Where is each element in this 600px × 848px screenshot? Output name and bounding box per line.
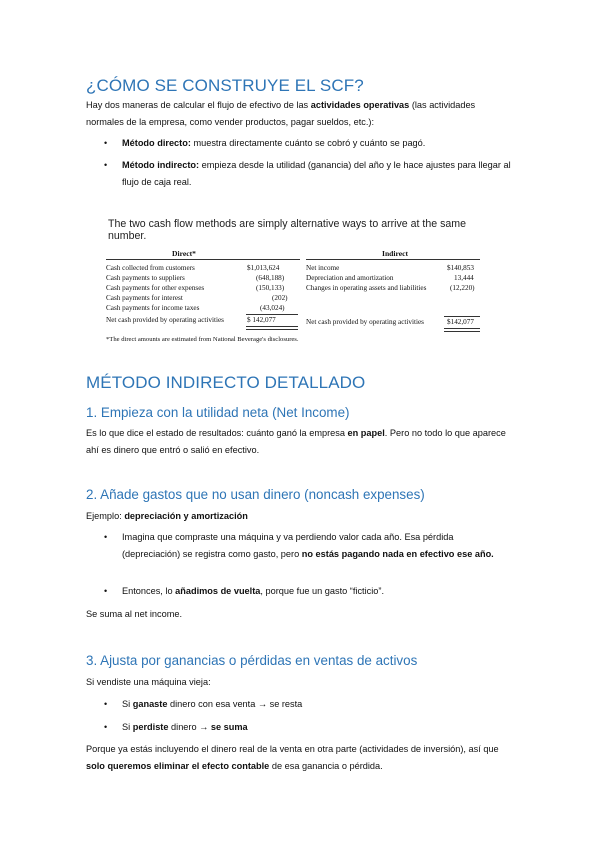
indirect-total-value: $142,077 <box>447 318 474 326</box>
bullet-icon: • <box>104 699 108 709</box>
indirect-row-label: Changes in operating assets and liabilities <box>306 284 427 292</box>
bullet-text: Imagina que compraste una máquina y va perdiendo valor cada año. Esa pérdida (depreciación) se registra como gasto, pero <box>122 532 454 559</box>
step1-paragraph <box>86 425 506 459</box>
bullet-bold: no estás pagando nada en efectivo ese año. <box>301 549 494 559</box>
direct-total-label: Net cash provided by operating activities <box>106 316 224 324</box>
direct-row-label: Cash payments to suppliers <box>106 274 185 282</box>
bullet-bold: se suma <box>210 722 248 732</box>
section-title-metodo-indirecto: MÉTODO INDIRECTO DETALLADO <box>86 373 366 392</box>
indirect-row-label: Net income <box>306 264 340 272</box>
step1-text-post: . Pero no todo lo que aparece ahí es dinero que entró o salió en efectivo. <box>86 428 506 455</box>
bullet-bold: Método indirecto: <box>122 160 200 170</box>
step2-example-pre: Ejemplo: <box>86 511 125 521</box>
direct-total-double-rule <box>246 326 298 330</box>
bullet-icon: • <box>104 160 108 170</box>
step3-intro: Si vendiste una máquina vieja: <box>86 677 211 687</box>
step3-bullet-perdiste <box>104 719 514 736</box>
bullet-text: muestra directamente cuánto se cobró y cuánto se pagó. <box>190 138 426 148</box>
indirect-row-value: $140,853 <box>447 264 474 272</box>
direct-row-value: (202) <box>272 294 288 302</box>
indirect-subtotal-rule <box>444 316 480 317</box>
bullet-bold: perdiste <box>132 722 169 732</box>
indirect-total-double-rule <box>444 328 480 332</box>
indirect-row-value: 13,444 <box>454 274 474 282</box>
step2-title: 2. Añade gastos que no usan dinero (noncash expenses) <box>86 487 425 502</box>
bullet-text: empieza desde la utilidad (ganancia) del año y le hace ajustes para llegar al flujo de caja real. <box>122 160 511 187</box>
bullet-icon: • <box>104 138 108 148</box>
direct-total-value: $ 142,077 <box>247 316 276 324</box>
intro-text-pre: Hay dos maneras de calcular el flujo de efectivo de las <box>86 100 311 110</box>
cash-flow-methods-figure <box>104 218 484 350</box>
step3-title: 3. Ajusta por ganancias o pérdidas en ventas de activos <box>86 653 418 668</box>
step2-example <box>86 508 506 525</box>
section-title-scf: ¿CÓMO SE CONSTRUYE EL SCF? <box>86 76 364 95</box>
intro-paragraph <box>86 97 506 131</box>
direct-row-value: (43,024) <box>260 304 285 312</box>
intro-text-post: (las actividades normales de la empresa, como vender productos, pagar sueldos, etc.): <box>86 100 476 127</box>
direct-header-rule <box>106 259 300 260</box>
indirect-total-label: Net cash provided by operating activities <box>306 318 424 326</box>
bullet-text: Entonces, lo <box>122 586 176 596</box>
figure-footnote: *The direct amounts are estimated from National Beverage's disclosures. <box>106 336 299 343</box>
step1-text-bold: en papel <box>347 428 385 438</box>
bullet-text: dinero → <box>168 722 211 732</box>
bullet-icon: • <box>104 532 108 542</box>
bullet-text: dinero con esa venta → se resta <box>167 699 303 709</box>
direct-row-label: Cash payments for other expenses <box>106 284 205 292</box>
step3-closing <box>86 741 506 775</box>
bullet-text: , porque fue un gasto “ficticio”. <box>260 586 384 596</box>
bullet-bold: Método directo: <box>122 138 191 148</box>
direct-row-value: (648,188) <box>256 274 285 282</box>
figure-caption: The two cash flow methods are simply alternative ways to arrive at the same number. <box>108 218 466 242</box>
direct-row-label: Cash payments for interest <box>106 294 183 302</box>
step2-closing: Se suma al net income. <box>86 609 183 619</box>
step1-text-pre: Es lo que dice el estado de resultados: cuánto ganó la empresa <box>86 428 348 438</box>
indirect-row-label: Depreciation and amortization <box>306 274 394 282</box>
step3-closing-post: de esa ganancia o pérdida. <box>269 761 383 771</box>
step2-bullet-anadimos <box>104 583 514 600</box>
step2-bullet-depreciacion <box>104 529 514 563</box>
step2-example-bold: depreciación y amortización <box>124 511 248 521</box>
indirect-header-rule <box>306 259 480 260</box>
direct-row-label: Cash collected from customers <box>106 264 195 272</box>
step3-bullet-ganaste <box>104 696 514 713</box>
indirect-row-value: (12,220) <box>450 284 475 292</box>
intro-text-bold: actividades operativas <box>310 100 410 110</box>
direct-header: Direct* <box>172 249 196 258</box>
bullet-icon: • <box>104 722 108 732</box>
bullet-icon: • <box>104 586 108 596</box>
bullet-bold: ganaste <box>132 699 168 709</box>
direct-row-value: (150,133) <box>256 284 285 292</box>
bullet-metodo-indirecto <box>104 157 514 191</box>
bullet-bold: añadimos de vuelta <box>175 586 261 596</box>
step3-closing-pre: Porque ya estás incluyendo el dinero real de la venta en otra parte (actividades de inversión), así que <box>86 744 499 754</box>
bullet-text: Si <box>122 722 133 732</box>
indirect-header: Indirect <box>382 249 409 258</box>
bullet-metodo-directo <box>104 135 514 152</box>
direct-subtotal-rule <box>246 314 298 315</box>
bullet-text: Si <box>122 699 133 709</box>
direct-row-label: Cash payments for income taxes <box>106 304 200 312</box>
direct-row-value: $1,013,624 <box>247 264 280 272</box>
step1-title: 1. Empieza con la utilidad neta (Net Income) <box>86 405 350 420</box>
step3-closing-bold: solo queremos eliminar el efecto contable <box>86 761 270 771</box>
